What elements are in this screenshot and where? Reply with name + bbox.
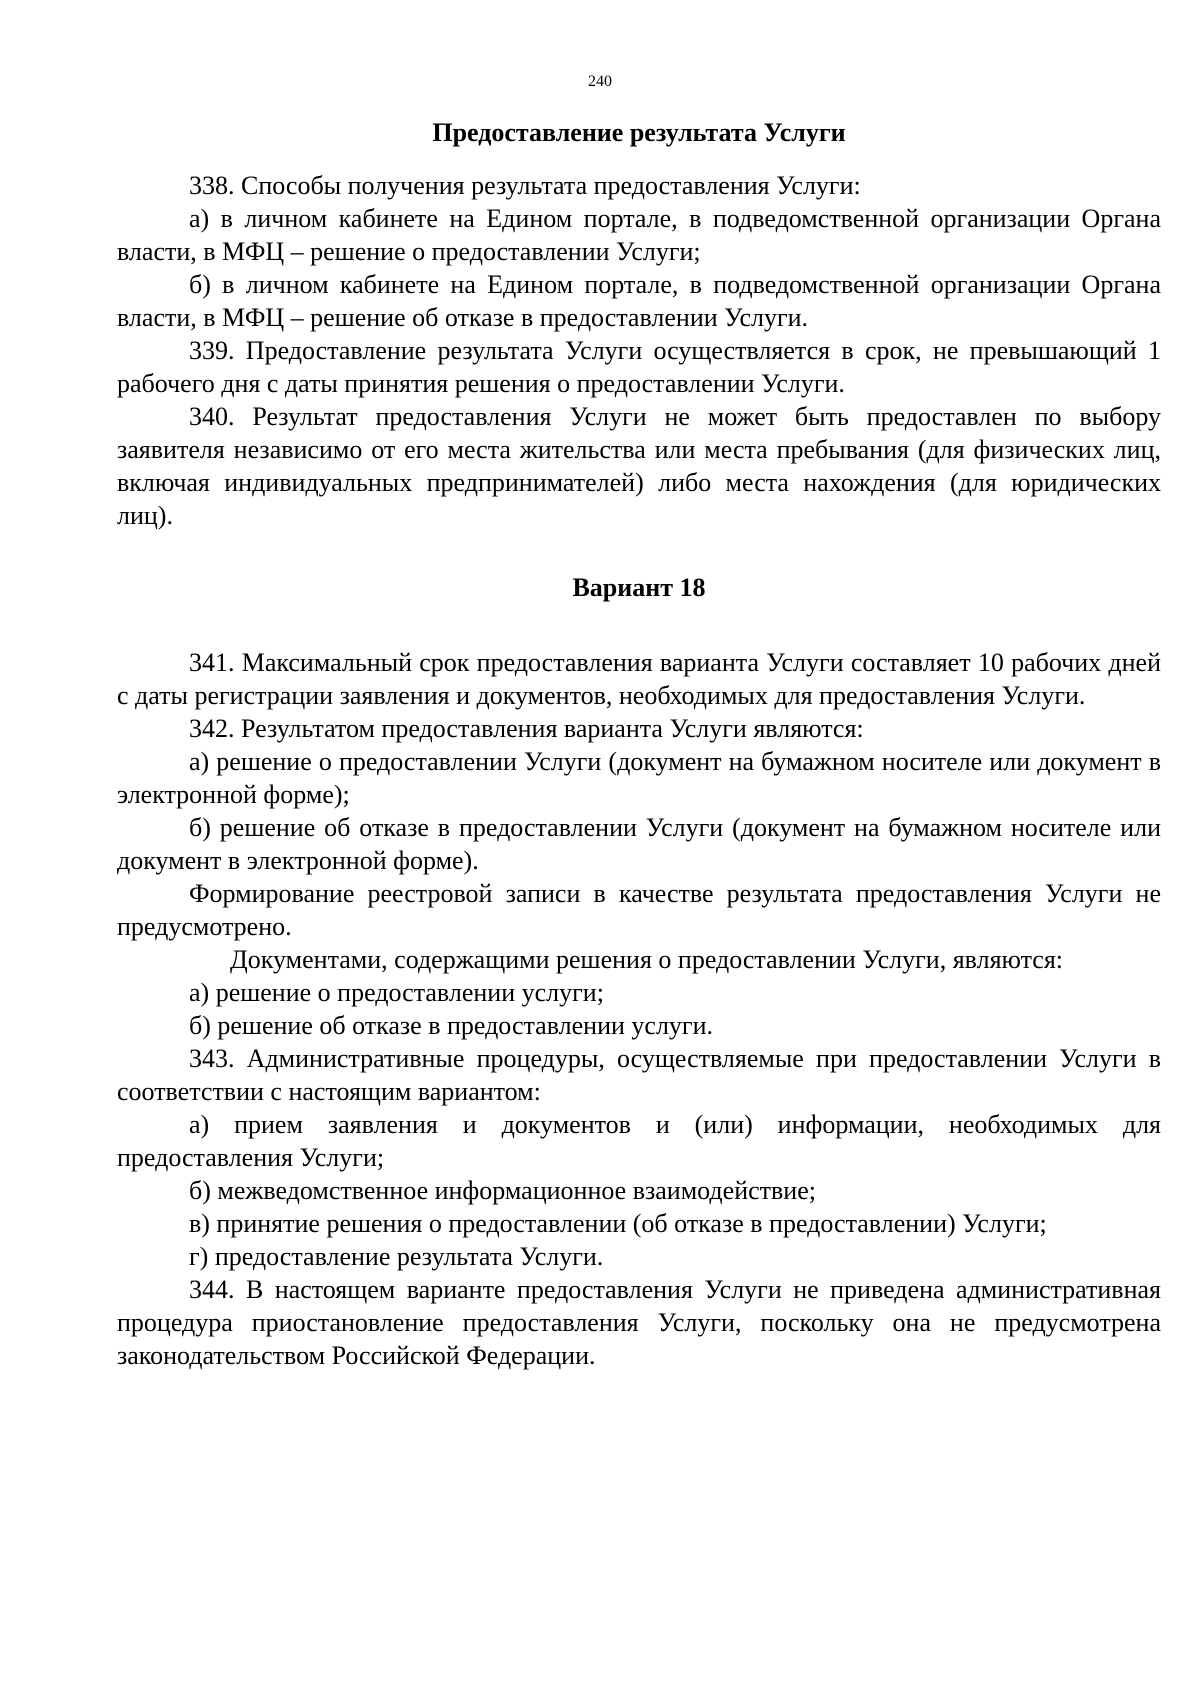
paragraph-342: 342. Результатом предоставления варианта Услуги являются: [189, 714, 864, 743]
document-body [117, 116, 1161, 1372]
paragraph-343-a: а) прием заявления и документов и (или) информации, необходимых для предоставления Услуги; [117, 1110, 1161, 1172]
paragraph-343-g: г) предоставление результата Услуги. [189, 1242, 604, 1271]
paragraph-344: 344. В настоящем варианте предоставления Услуги не приведена административная процедура приостановление предоставления Услуги, поскольку она не предусмотрена законодательством Российской Федерации. [117, 1275, 1161, 1370]
paragraph-338-a: а) в личном кабинете на Едином портале, в подведомственной организации Органа власти, в МФЦ – решение о предоставлении Услуги; [117, 204, 1161, 266]
paragraph-registry-note: Формирование реестровой записи в качестве результата предоставления Услуги не предусмотрено. [117, 879, 1161, 941]
page-number: 240 [588, 73, 612, 90]
paragraph-343-b: б) межведомственное информационное взаимодействие; [189, 1176, 816, 1205]
paragraph-343-v: в) принятие решения о предоставлении (об отказе в предоставлении) Услуги; [189, 1209, 1047, 1238]
paragraph-documents-a: а) решение о предоставлении услуги; [189, 978, 604, 1007]
paragraph-343: 343. Административные процедуры, осуществляемые при предоставлении Услуги в соответствии с настоящим вариантом: [117, 1044, 1161, 1106]
paragraph-342-a: а) решение о предоставлении Услуги (документ на бумажном носителе или документ в электронной форме); [117, 747, 1161, 809]
paragraph-documents-b: б) решение об отказе в предоставлении услуги. [189, 1011, 713, 1040]
paragraph-documents-intro: Документами, содержащими решения о предоставлении Услуги, являются: [230, 945, 1064, 974]
paragraph-340: 340. Результат предоставления Услуги не может быть предоставлен по выбору заявителя независимо от его места жительства или места пребывания (для физических лиц, включая индивидуальных предпринимателей) либо места нахождения (для юридических лиц). [117, 402, 1161, 530]
section-heading-result: Предоставление результата Услуги [432, 118, 846, 147]
paragraph-338: 338. Способы получения результата предоставления Услуги: [189, 171, 861, 200]
paragraph-339: 339. Предоставление результата Услуги осуществляется в срок, не превышающий 1 рабочего дня с даты принятия решения о предоставлении Услуги. [117, 336, 1161, 398]
paragraph-342-b: б) решение об отказе в предоставлении Услуги (документ на бумажном носителе или документ в электронной форме). [117, 813, 1161, 875]
section-heading-variant-18: Вариант 18 [572, 573, 706, 602]
paragraph-341: 341. Максимальный срок предоставления варианта Услуги составляет 10 рабочих дней с даты регистрации заявления и документов, необходимых для предоставления Услуги. [117, 648, 1161, 710]
paragraph-338-b: б) в личном кабинете на Едином портале, в подведомственной организации Органа власти, в МФЦ – решение об отказе в предоставлении Услуги. [117, 270, 1161, 332]
